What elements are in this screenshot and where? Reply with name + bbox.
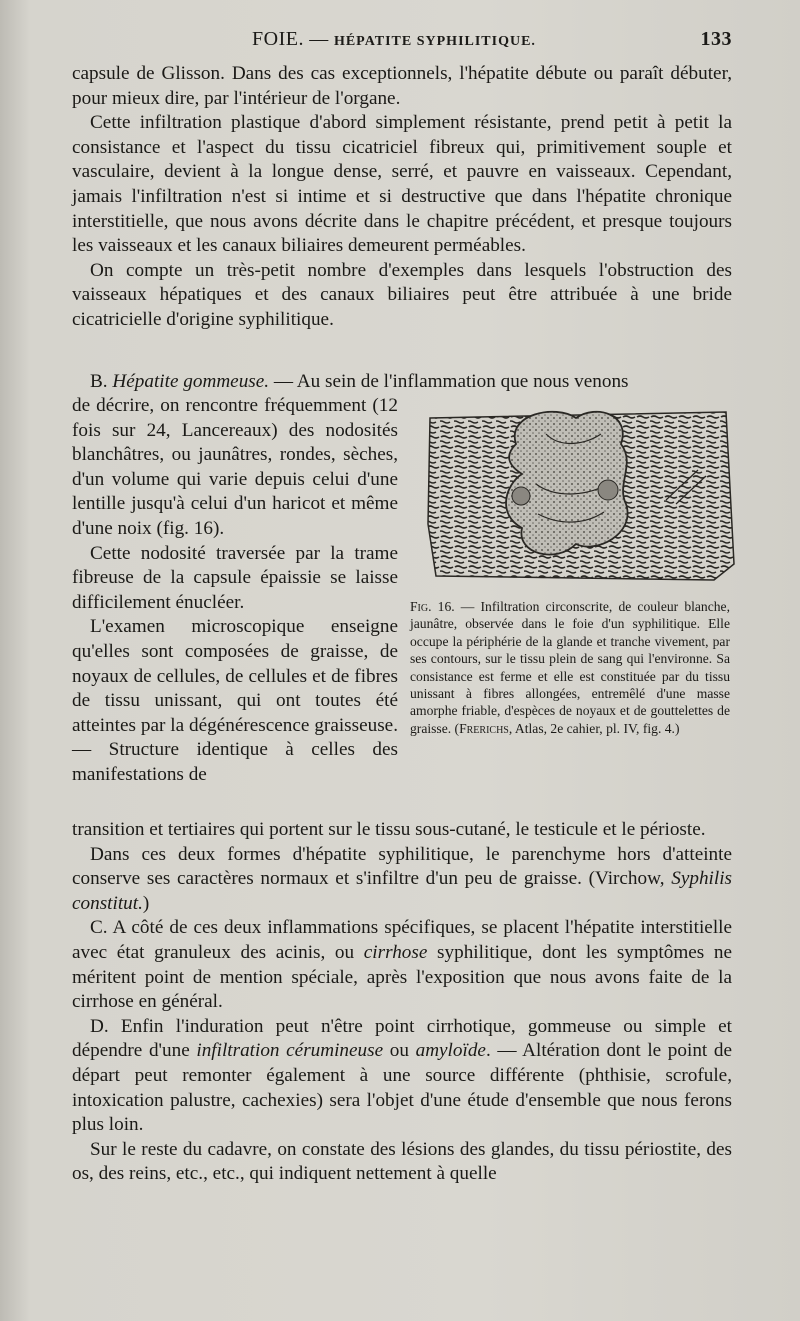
italic-run: infiltration cérumineuse	[196, 1040, 384, 1062]
figure-caption-ref: , Atlas, 2e cahier, pl. IV, fig. 4.)	[508, 720, 680, 736]
running-title-sub: HÉPATITE SYPHILITIQUE.	[333, 34, 536, 49]
paragraph	[72, 916, 732, 1014]
body-text-top	[72, 62, 732, 333]
running-title-main: FOIE.	[252, 28, 304, 50]
paragraph	[72, 843, 732, 917]
section-title: Hépatite gommeuse.	[112, 371, 270, 392]
paragraph: transition et tertiaires qui portent sur le tissu sous-cutané, le testicule et le périoste.	[72, 819, 706, 840]
section-label: B.	[90, 371, 108, 392]
figure-caption-text: — Infiltration circonscrite, de couleur blanche, jaunâtre, observée dans le foie d'un syphilitique. Elle occupe la périphérie de la glande et tranche vivement, par ses contours, sur le tissu plein de sang qui l'environne. Sa consistance est ferme et elle est constituée par du tissu unissant à fibres allongées, entremêlé d'une masse amorphe friable, d'espèces de noyaux et de gouttelettes de graisse. (	[410, 599, 730, 736]
text-run: syphilitique, dont les symptômes ne méritent point de mention spéciale, après l'exposition que nous avons faite de la cirrhose en général.	[72, 941, 732, 1013]
page-number: 133	[700, 28, 732, 50]
paragraph: Cette nodosité traversée par la trame fibreuse de la capsule épaissie se laisse difficilement énucléer.	[72, 542, 398, 613]
figure-caption-author: Frerichs	[459, 720, 509, 736]
paragraph: Cette infiltration plastique d'abord simplement résistante, prend petit à petit la consistance et l'aspect du tissu cicatriciel fibreux qui, primitivement souple et vasculaire, devient à la longue dense, serré, et pauvre en vaisseaux. Cependant, jamais l'infiltration n'est si intime et si destructive que dans l'hépatite chronique interstitielle, que nous avons décrite dans le chapitre précédent, et presque toujours les vaisseaux et les canaux biliaires demeurent perméables.	[72, 112, 732, 257]
figure-caption	[410, 598, 730, 737]
text-run: Dans ces deux formes d'hépatite syphilitique, le parenchyme hors d'atteinte conserve ses caractères normaux et s'infiltre d'un peu de graisse. (Virchow,	[72, 843, 732, 890]
paragraph: de décrire, on rencontre fréquemment (12 fois sur 24, Lancereaux) des nodosités blanchâtres, ou jaunâtres, rondes, sèches, d'un volume qui varie depuis celui d'une lentille jusqu'à celui d'un haricot et même d'une noix (fig. 16).	[72, 395, 398, 539]
text-run: . — Altération dont le point de départ peut remonter également à une source différente (phthisie, scrofule, intoxication palustre, cachexies) sera l'objet d'une étude d'ensemble que nous ferons plus loin.	[72, 1040, 732, 1136]
paragraph: capsule de Glisson. Dans des cas exceptionnels, l'hépatite débute ou paraît débuter, pour mieux dire, par l'intérieur de l'organe.	[72, 63, 732, 109]
section-heading-rest: — Au sein de l'inflammation que nous venons	[269, 371, 629, 392]
body-text-lower	[72, 818, 732, 1187]
paragraph: L'examen microscopique enseigne qu'elles sont composées de graisse, de noyaux de cellules, de cellules et de fibres de tissu unissant, qui ont toutes été atteintes par la dégénérescence graisseuse. — Structure identique à celles des manifestations de	[72, 616, 398, 785]
text-run: D. Enfin l'induration peut n'être point cirrhotique, gommeuse ou simple et dépendre d'une	[72, 1015, 732, 1062]
text-run: ou	[383, 1040, 416, 1062]
italic-run: cirrhose	[363, 941, 428, 963]
paragraph: Sur le reste du cadavre, on constate des lésions des glandes, du tissu périostite, des os, des reins, etc., etc., qui indiquent nettement à quelle	[72, 1138, 732, 1185]
running-title-sep: —	[303, 29, 334, 50]
running-title	[252, 28, 536, 51]
section-b-narrow-column	[72, 394, 398, 788]
text-run: )	[142, 892, 150, 914]
liver-engraving-image	[426, 404, 738, 584]
section-b-heading-line	[72, 370, 732, 395]
running-header	[72, 28, 732, 58]
paragraph	[72, 1015, 732, 1138]
paragraph: On compte un très-petit nombre d'exemples dans lesquels l'obstruction des vaisseaux hépatiques et des canaux biliaires peut être attribuée à une bride cicatricielle d'origine syphilitique.	[72, 259, 732, 330]
italic-run: amyloïde	[415, 1040, 486, 1062]
figure-label: Fig. 16.	[410, 599, 455, 614]
figure-liver-illustration	[426, 404, 738, 584]
text-run: C. A côté de ces deux inflammations spécifiques, se placent l'hépatite interstitielle avec état granuleux des acinis, ou	[72, 917, 732, 963]
italic-run: Syphilis constitut.	[72, 868, 732, 914]
